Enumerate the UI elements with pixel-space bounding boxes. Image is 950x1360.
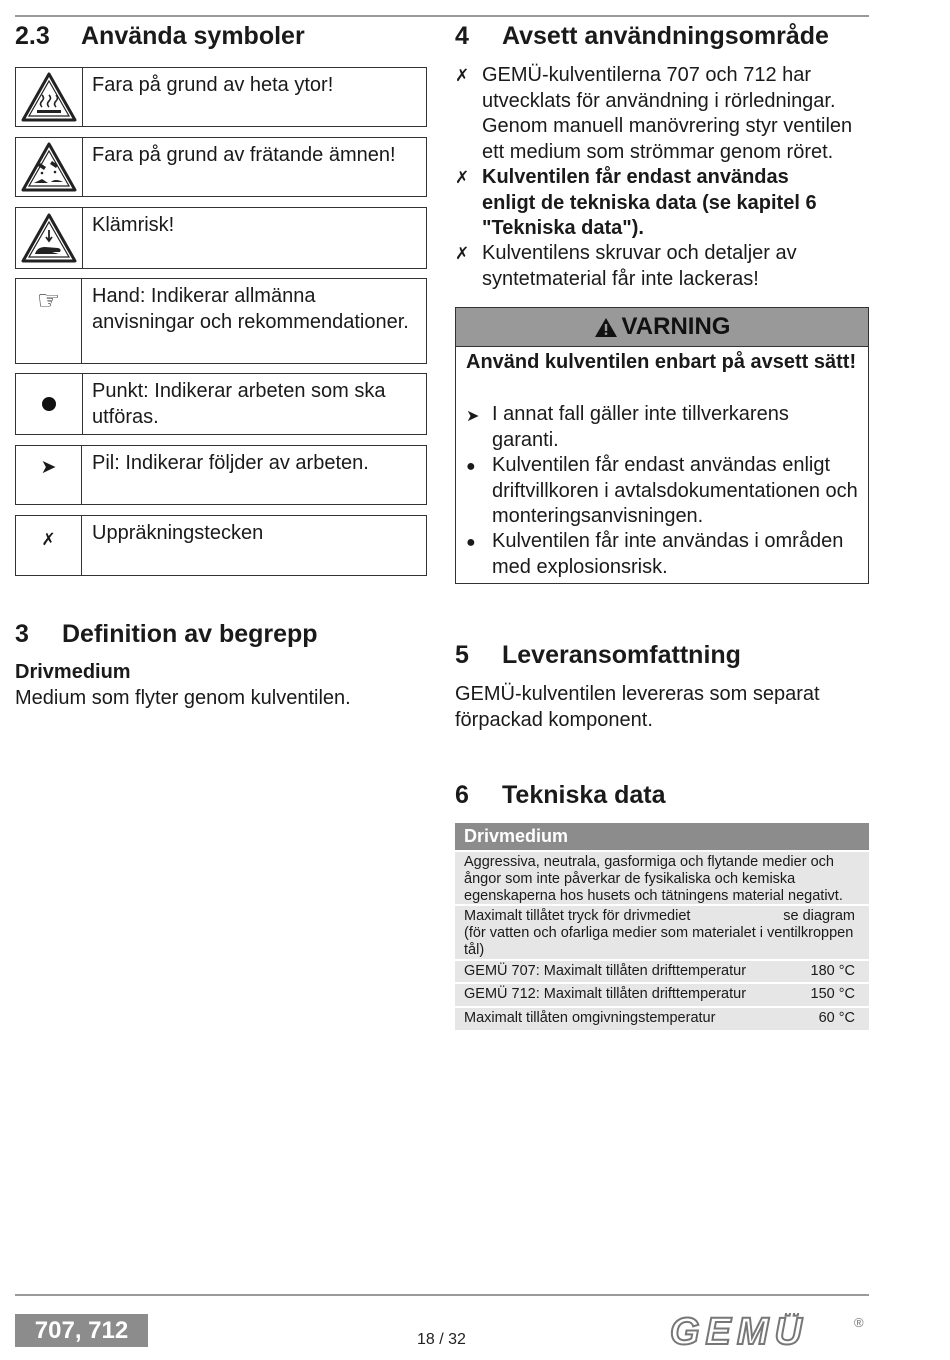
tech-table-row bbox=[455, 1008, 869, 1030]
list-item-text: Kulventilens skruvar och detaljer av syntetmaterial får inte lackeras! bbox=[482, 242, 797, 290]
cross-bullet-icon: ✗ bbox=[455, 244, 470, 263]
section-number: 5 bbox=[455, 641, 469, 669]
bottom-rule bbox=[15, 1294, 869, 1296]
section-number: 2.3 bbox=[15, 22, 50, 50]
section-number: 3 bbox=[15, 620, 29, 648]
brand-logo bbox=[668, 1313, 868, 1349]
section-title: Tekniska data bbox=[502, 781, 666, 809]
symbol-description: Pil: Indikerar följder av arbeten. bbox=[92, 452, 369, 474]
cross-bullet-icon: ✗ bbox=[16, 516, 82, 575]
warning-item-text: Kulventilen får endast användas enligt driftvillkoren i avtalsdokumentationen och monteringsanvisningen. bbox=[492, 454, 858, 527]
section-title: Leveransomfattning bbox=[502, 641, 741, 669]
cross-bullet-icon: ✗ bbox=[455, 168, 470, 187]
warning-triangle-icon bbox=[594, 317, 618, 338]
definition-term: Drivmedium bbox=[15, 661, 131, 683]
symbol-row bbox=[15, 137, 427, 197]
tech-row-value: 180 °C bbox=[810, 963, 855, 979]
symbol-description: Fara på grund av frätande ämnen! bbox=[92, 144, 396, 166]
list-item-text: GEMÜ-kulventilerna 707 och 712 har utvecklats för användning i rörledningar. Genom manuell manövrering styr ventilen ett medium som strömmar genom röret. bbox=[482, 64, 853, 163]
symbol-row bbox=[15, 373, 427, 435]
pressure-value: se diagram bbox=[783, 908, 855, 924]
tech-description: Aggressiva, neutrala, gasformiga och flytande medier och ångor som inte påverkar de fysikaliska och kemiska egenskaperna hos husets och tätningens material negativt. bbox=[464, 854, 843, 904]
section-heading-6 bbox=[455, 781, 666, 810]
section-number: 4 bbox=[455, 22, 469, 50]
cross-bullet-icon: ✗ bbox=[455, 66, 470, 85]
symbol-description: Fara på grund av heta ytor! bbox=[92, 74, 334, 96]
section-heading-3 bbox=[15, 620, 318, 649]
tech-table-row bbox=[455, 906, 869, 959]
symbol-row bbox=[15, 67, 427, 127]
warning-item bbox=[466, 453, 860, 530]
symbol-row bbox=[15, 445, 427, 505]
section-number: 6 bbox=[455, 781, 469, 809]
warning-item bbox=[466, 529, 860, 580]
definition-text: Medium som flyter genom kulventilen. bbox=[15, 687, 351, 709]
tech-table-row bbox=[455, 984, 869, 1006]
hot-surface-warning-icon bbox=[16, 68, 83, 126]
section-heading-2-3 bbox=[15, 22, 305, 51]
tech-row-value: 150 °C bbox=[810, 986, 855, 1002]
dot-bullet-icon: ● bbox=[466, 534, 476, 551]
symbol-row bbox=[15, 278, 427, 364]
delivery-text: GEMÜ-kulventilen levereras som separat förpackad komponent. bbox=[455, 683, 820, 731]
pressure-note: (för vatten och ofarliga medier som materialet i ventilkroppen tål) bbox=[464, 925, 854, 958]
section-heading-5 bbox=[455, 641, 741, 670]
symbol-description: Klämrisk! bbox=[92, 214, 175, 236]
symbol-description: Punkt: Indikerar arbeten som ska utföras. bbox=[92, 380, 386, 428]
warning-box bbox=[455, 307, 869, 584]
corrosive-warning-icon bbox=[16, 138, 83, 196]
model-badge: 707, 712 bbox=[15, 1314, 148, 1347]
symbol-row bbox=[15, 515, 427, 576]
tech-table-row bbox=[455, 852, 869, 904]
list-item bbox=[455, 241, 870, 292]
list-item-text: Kulventilen får endast användas enligt de tekniska data (se kapitel 6 "Tekniska data"). bbox=[482, 166, 817, 239]
warning-title: VARNING bbox=[621, 313, 731, 340]
list-item bbox=[455, 165, 870, 242]
brand-logo-text: GEMÜ bbox=[670, 1313, 808, 1349]
tech-table-row bbox=[455, 961, 869, 982]
pressure-label: Maximalt tillåtet tryck för drivmediet bbox=[464, 908, 691, 924]
crush-hazard-warning-icon bbox=[16, 208, 83, 268]
section-title: Använda symboler bbox=[81, 22, 305, 50]
section-title: Definition av begrepp bbox=[62, 620, 318, 648]
tech-row-label: GEMÜ 707: Maximalt tillåten drifttemperatur bbox=[464, 963, 747, 979]
list-item bbox=[455, 63, 870, 165]
warning-item-text: Kulventilen får inte användas i områden med explosionsrisk. bbox=[492, 530, 844, 578]
warning-item bbox=[466, 402, 860, 453]
warning-header bbox=[456, 308, 868, 347]
warning-item-text: I annat fall gäller inte tillverkarens garanti. bbox=[492, 403, 789, 451]
top-rule bbox=[15, 15, 869, 17]
tech-row-value: 60 °C bbox=[818, 1010, 855, 1026]
tech-row-label: Maximalt tillåten omgivningstemperatur bbox=[464, 1010, 716, 1026]
pointing-hand-icon: ☞ bbox=[16, 279, 82, 363]
tech-row-label: GEMÜ 712: Maximalt tillåten drifttemperatur bbox=[464, 986, 747, 1002]
section-title: Avsett användningsområde bbox=[502, 22, 829, 50]
symbol-row bbox=[15, 207, 427, 269]
symbol-description: Uppräkningstecken bbox=[92, 522, 264, 544]
symbol-description: Hand: Indikerar allmänna anvisningar och rekommendationer. bbox=[92, 285, 409, 333]
svg-text:®: ® bbox=[854, 1315, 864, 1330]
tech-table-header: Drivmedium bbox=[455, 823, 869, 850]
arrow-bullet-icon: ➤ bbox=[466, 408, 480, 425]
page-number: 18 / 32 bbox=[417, 1331, 466, 1348]
dot-bullet-icon bbox=[16, 374, 83, 434]
section-heading-4 bbox=[455, 22, 829, 51]
arrow-bullet-icon: ➤ bbox=[16, 446, 82, 504]
warning-lead: Använd kulventilen enbart på avsett sätt! bbox=[466, 351, 857, 373]
dot-bullet-icon: ● bbox=[466, 458, 476, 475]
